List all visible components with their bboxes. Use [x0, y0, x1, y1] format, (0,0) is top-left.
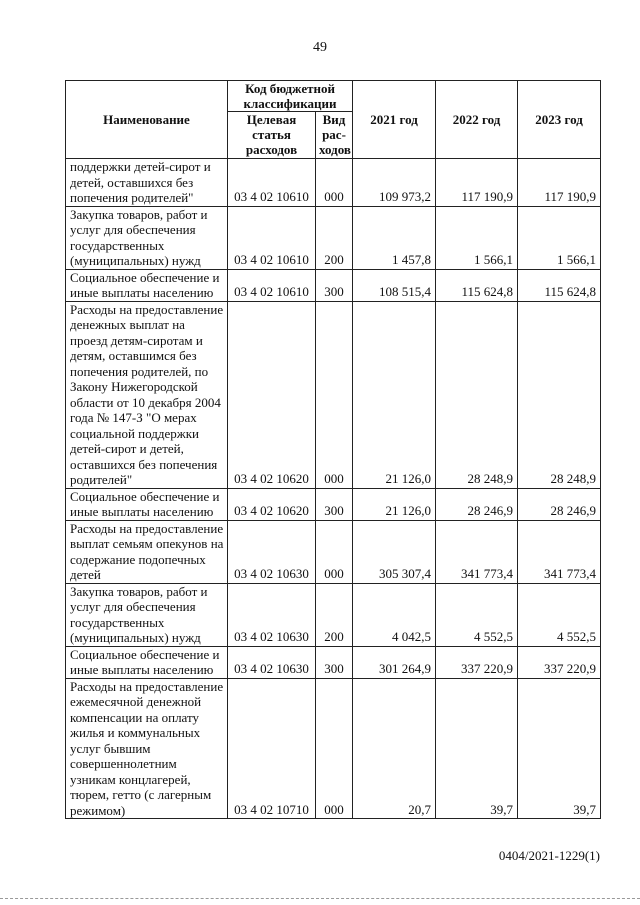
row-2021: 4 042,5 [353, 583, 436, 646]
budget-table [65, 80, 601, 819]
row-2023: 117 190,9 [518, 159, 601, 207]
row-2021: 109 973,2 [353, 159, 436, 207]
row-type: 000 [316, 159, 353, 207]
row-type: 000 [316, 520, 353, 583]
row-code: 03 4 02 10630 [228, 646, 316, 678]
row-type: 200 [316, 583, 353, 646]
row-2021: 108 515,4 [353, 269, 436, 301]
row-2023: 28 248,9 [518, 301, 601, 488]
header-2023: 2023 год [518, 81, 601, 159]
table-row [66, 206, 601, 269]
row-name: Социальное обеспечение и иные выплаты населению [66, 488, 228, 520]
table-row [66, 583, 601, 646]
header-code-group: Код бюджетной классификации [228, 81, 353, 112]
row-2022: 28 248,9 [436, 301, 518, 488]
table-row [66, 646, 601, 678]
header-2022: 2022 год [436, 81, 518, 159]
row-name: Расходы на предоставление денежных выплат на проезд детям-сиротам и детям, оставшимся без попечения родителей, по Закону Нижегородской области от 10 декабря 2004 года № 147-З "О мерах социальной поддержки детей-сирот и детей, оставшихся без попечения родителей" [66, 301, 228, 488]
row-name: Расходы на предоставление ежемесячной денежной компенсации на оплату жилья и коммунальных услуг бывшим совершеннолетним узникам концлагерей, тюрем, гетто (с лагерным режимом) [66, 678, 228, 819]
row-code: 03 4 02 10630 [228, 583, 316, 646]
row-type: 000 [316, 301, 353, 488]
row-type: 300 [316, 488, 353, 520]
row-type: 000 [316, 678, 353, 819]
table-row [66, 269, 601, 301]
row-type: 200 [316, 206, 353, 269]
document-code: 0404/2021-1229(1) [498, 848, 600, 863]
table-row [66, 520, 601, 583]
row-name: Социальное обеспечение и иные выплаты населению [66, 646, 228, 678]
row-2023: 115 624,8 [518, 269, 601, 301]
row-2022: 39,7 [436, 678, 518, 819]
header-type: Вид рас-ходов [316, 112, 353, 159]
row-2022: 117 190,9 [436, 159, 518, 207]
row-2022: 115 624,8 [436, 269, 518, 301]
row-type: 300 [316, 269, 353, 301]
row-name: Социальное обеспечение и иные выплаты населению [66, 269, 228, 301]
row-name: Закупка товаров, работ и услуг для обеспечения государственных (муниципальных) нужд [66, 206, 228, 269]
row-2021: 20,7 [353, 678, 436, 819]
row-2022: 337 220,9 [436, 646, 518, 678]
bottom-divider [0, 898, 640, 899]
row-2022: 28 246,9 [436, 488, 518, 520]
row-code: 03 4 02 10610 [228, 269, 316, 301]
row-name: Закупка товаров, работ и услуг для обеспечения государственных (муниципальных) нужд [66, 583, 228, 646]
row-code: 03 4 02 10630 [228, 520, 316, 583]
table-row [66, 301, 601, 488]
page-number: 49 [313, 40, 327, 55]
row-code: 03 4 02 10620 [228, 301, 316, 488]
row-name: Расходы на предоставление выплат семьям опекунов на содержание подопечных детей [66, 520, 228, 583]
row-2022: 1 566,1 [436, 206, 518, 269]
row-2021: 1 457,8 [353, 206, 436, 269]
table-row [66, 678, 601, 819]
table-row [66, 488, 601, 520]
row-2023: 28 246,9 [518, 488, 601, 520]
row-type: 300 [316, 646, 353, 678]
row-code: 03 4 02 10710 [228, 678, 316, 819]
row-2021: 305 307,4 [353, 520, 436, 583]
row-2022: 4 552,5 [436, 583, 518, 646]
row-code: 03 4 02 10620 [228, 488, 316, 520]
row-2021: 21 126,0 [353, 301, 436, 488]
row-2021: 301 264,9 [353, 646, 436, 678]
header-2021: 2021 год [353, 81, 436, 159]
row-2023: 1 566,1 [518, 206, 601, 269]
header-name: Наименование [66, 81, 228, 159]
row-code: 03 4 02 10610 [228, 159, 316, 207]
row-2023: 341 773,4 [518, 520, 601, 583]
row-2023: 4 552,5 [518, 583, 601, 646]
row-2023: 39,7 [518, 678, 601, 819]
row-2023: 337 220,9 [518, 646, 601, 678]
row-code: 03 4 02 10610 [228, 206, 316, 269]
row-2022: 341 773,4 [436, 520, 518, 583]
table-row [66, 159, 601, 207]
row-2021: 21 126,0 [353, 488, 436, 520]
row-name: поддержки детей-сирот и детей, оставшихся без попечения родителей" [66, 159, 228, 207]
header-target: Целевая статья расходов [228, 112, 316, 159]
